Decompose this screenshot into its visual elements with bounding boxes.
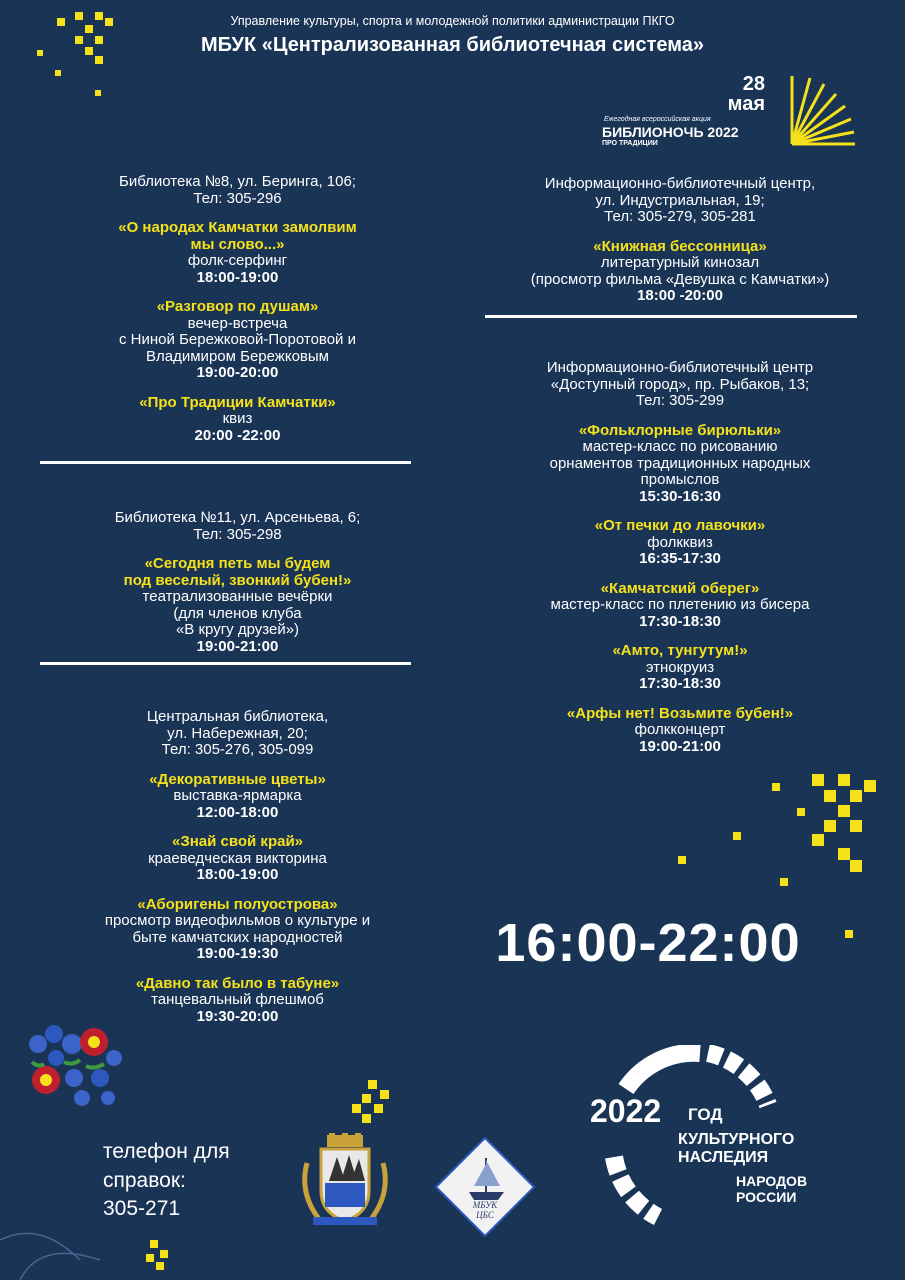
event-time: 20:00 -22:00 — [194, 426, 281, 444]
event-description: литературный кинозал — [600, 254, 760, 271]
event-title: «Арфы нет! Возьмите бубен!» — [566, 704, 794, 722]
left-column — [30, 174, 445, 444]
event-time: 12:00-18:00 — [196, 803, 279, 821]
event-description: выставка-ярмарка — [173, 787, 302, 804]
event-title: «О народах Камчатки замолвим — [118, 219, 357, 236]
event-title: «Аборигены полуострова» — [137, 895, 338, 913]
cbs-logo-text: МБУК — [472, 1200, 498, 1210]
event-title: «Книжная бессонница» — [593, 237, 767, 255]
event-time: 19:00-21:00 — [196, 637, 279, 655]
left-column-block-2 — [30, 510, 445, 655]
event-time: 17:30-18:30 — [639, 675, 721, 692]
event-time: 19:00-20:00 — [196, 364, 279, 381]
venue-name: Центральная библиотека, — [146, 708, 329, 725]
event-title: «Камчатский оберег» — [600, 579, 760, 597]
left-column-block-3 — [30, 709, 445, 1025]
event-title: «Фольклорные бирюльки» — [578, 421, 782, 439]
venue-phone: Тел: 305-298 — [193, 525, 282, 543]
heritage-word: РОССИИ — [736, 1189, 797, 1205]
venue-address: ул. Набережная, 20; — [167, 724, 308, 742]
right-column — [470, 176, 890, 305]
event-time: 15:30-16:30 — [639, 487, 721, 505]
event-description: «В кругу друзей») — [175, 621, 300, 638]
divider — [40, 662, 411, 665]
event-title: «Амто, тунгутум!» — [612, 642, 748, 659]
heritage-year: 2022 — [590, 1093, 662, 1129]
event-description: краеведческая викторина — [148, 849, 327, 867]
event-time: 17:30-18:30 — [639, 612, 721, 630]
event-title: под веселый, звонкий бубен!» — [123, 571, 352, 589]
berries-ornament-icon — [24, 1022, 124, 1112]
event-time: 18:00 -20:00 — [637, 287, 723, 304]
event-time: 18:00-19:00 — [196, 268, 279, 286]
event-title: «Знай свой край» — [171, 833, 304, 850]
phone-label: справок: — [103, 1168, 186, 1192]
page-title: МБУК «Централизованная библиотечная система» — [200, 34, 705, 56]
heritage-word: ГОД — [688, 1105, 723, 1124]
event-time: 19:00-19:30 — [196, 945, 279, 962]
venue-address: «Доступный город», пр. Рыбаков, 13; — [550, 375, 810, 393]
event-description: фолкконцерт — [634, 721, 726, 738]
logo-date-month: мая — [727, 93, 765, 115]
venue-phone: Тел: 305-276, 305-099 — [161, 741, 314, 758]
event-time: 19:30-20:00 — [196, 1007, 279, 1025]
event-description: (для членов клуба — [173, 604, 302, 622]
venue-phone: Тел: 305-299 — [635, 392, 725, 409]
event-description: промыслов — [640, 471, 720, 488]
venue-block-ibc-industrialnaya — [470, 176, 890, 305]
heritage-year-logo — [590, 1045, 808, 1235]
event-title: «Сегодня петь мы будем — [144, 555, 331, 572]
logo-subtitle: ПРО ТРАДИЦИИ — [602, 140, 658, 147]
venue-phone: Тел: 305-279, 305-281 — [604, 208, 756, 225]
divider — [485, 315, 857, 318]
event-hours: 16:00-22:00 — [495, 913, 801, 973]
phone-label: телефон для — [103, 1140, 230, 1163]
event-title: «Давно так было в табуне» — [135, 974, 340, 992]
event-description: быте камчатских народностей — [132, 928, 343, 946]
venue-block-central-library — [30, 709, 445, 1025]
venue-address: Библиотека №8, ул. Беринга, 106; — [119, 173, 356, 190]
event-title: «Разговор по душам» — [156, 298, 319, 315]
event-title: мы слово...» — [190, 235, 285, 253]
event-description: фолкквиз — [647, 533, 713, 551]
cbs-logo-text: ЦБС — [476, 1210, 494, 1220]
event-time: 19:00-21:00 — [639, 737, 721, 755]
biblionoch-logo — [600, 72, 860, 152]
venue-block-ibc-accessible-city — [470, 360, 890, 755]
cbs-logo — [434, 1136, 536, 1238]
ship-diamond-icon — [434, 1136, 536, 1238]
event-description: орнаментов традиционных народных — [549, 454, 811, 472]
phone-info — [103, 1138, 230, 1224]
event-description: Владимиром Бережковым — [146, 347, 329, 365]
event-description: фолк-серфинг — [187, 252, 288, 269]
right-column-block-2 — [470, 360, 890, 755]
event-title: «Декоративные цветы» — [149, 770, 326, 788]
venue-name: Информационно-библиотечный центр, — [544, 175, 816, 192]
logo-name: БИБЛИОНОЧЬ 2022 — [602, 124, 739, 140]
event-description: просмотр видеофильмов о культуре и — [104, 912, 371, 929]
event-title: «От печки до лавочки» — [594, 517, 766, 534]
heritage-word: НАРОДОВ — [736, 1173, 808, 1189]
event-description: мастер-класс по рисованию — [582, 438, 778, 455]
sun-rays-icon — [790, 74, 856, 146]
heritage-word: КУЛЬТУРНОГО — [678, 1131, 795, 1148]
logo-date-day: 28 — [742, 73, 765, 95]
phone-number[interactable]: 305-271 — [103, 1197, 181, 1220]
venue-address: ул. Индустриальная, 19; — [595, 191, 765, 209]
event-description: (просмотр фильма «Девушка с Камчатки») — [530, 270, 830, 288]
event-description: театрализованные вечёрки — [142, 588, 333, 605]
divider — [40, 461, 411, 464]
venue-name: Информационно-библиотечный центр — [546, 359, 814, 376]
event-time: 16:35-17:30 — [639, 550, 721, 567]
event-description: мастер-класс по плетению из бисера — [550, 596, 810, 613]
event-description: танцевальный флешмоб — [151, 991, 324, 1008]
event-title: «Про Традиции Камчатки» — [139, 393, 336, 411]
event-time: 18:00-19:00 — [196, 866, 279, 883]
venue-address: Библиотека №11, ул. Арсеньева, 6; — [114, 509, 361, 526]
event-description: этнокруиз — [645, 658, 715, 676]
coat-of-arms-icon — [299, 1133, 391, 1228]
logo-arc-text: Ежегодная всероссийская акция — [604, 116, 711, 123]
venue-block-library-8 — [30, 174, 445, 444]
event-description: с Ниной Бережковой-Поротовой и — [119, 331, 356, 348]
org-line: Управление культуры, спорта и молодежной политики администрации ПКГО — [230, 14, 675, 28]
event-description: вечер-встреча — [187, 314, 288, 332]
heritage-word: НАСЛЕДИЯ — [678, 1149, 769, 1166]
event-description: квиз — [222, 410, 253, 427]
venue-phone: Тел: 305-296 — [193, 189, 282, 207]
venue-block-library-11 — [30, 510, 445, 655]
